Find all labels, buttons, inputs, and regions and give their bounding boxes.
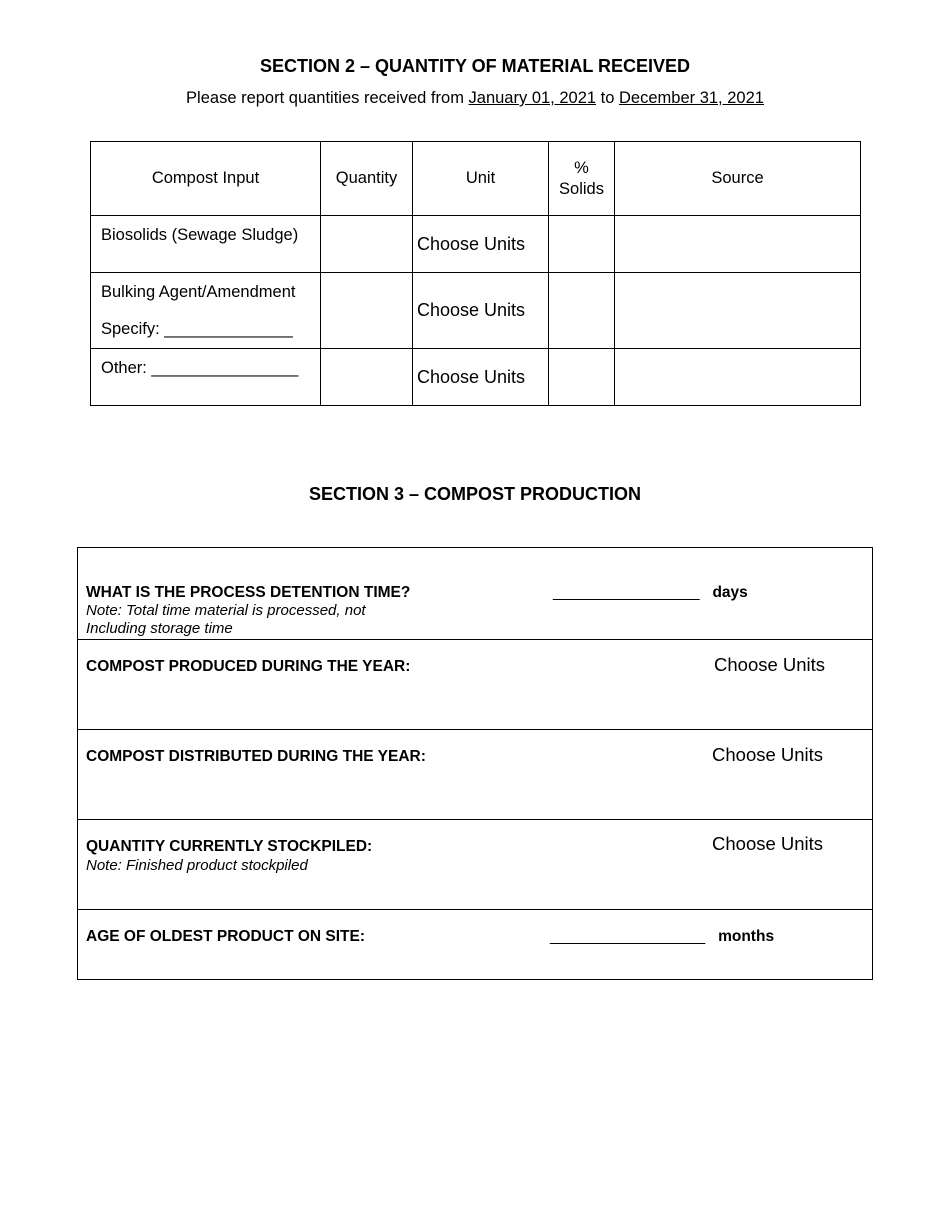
reporting-period <box>0 89 950 108</box>
period-end-date[interactable]: December 31, 2021 <box>619 89 764 107</box>
produced-question: COMPOST PRODUCED DURING THE YEAR: <box>86 658 411 675</box>
table-row <box>91 273 861 349</box>
age-answer <box>550 928 774 946</box>
detention-days-input[interactable]: _________________ <box>553 584 700 601</box>
detention-note-line-1: Note: Total time material is processed, not <box>86 602 366 619</box>
row-label-bulking <box>91 273 321 349</box>
detention-answer <box>553 584 748 602</box>
distributed-question: COMPOST DISTRIBUTED DURING THE YEAR: <box>86 748 426 765</box>
section-2-title: SECTION 2 – QUANTITY OF MATERIAL RECEIVED <box>259 56 691 76</box>
header-unit: Unit <box>413 142 549 216</box>
compost-production-box <box>77 547 873 980</box>
header-quantity: Quantity <box>321 142 413 216</box>
section-3-title: SECTION 3 – COMPOST PRODUCTION <box>308 484 642 504</box>
detention-note-line-2: Including storage time <box>86 620 233 637</box>
distributed-unit-dropdown[interactable]: Choose Units <box>712 744 824 765</box>
bulking-agent-label: Bulking Agent/Amendment <box>101 283 296 301</box>
material-received-table <box>90 141 861 406</box>
days-label: days <box>712 584 748 601</box>
quantity-input[interactable] <box>321 273 413 349</box>
produced-unit-dropdown[interactable]: Choose Units <box>714 654 826 675</box>
header-percent-solids <box>549 142 615 216</box>
unit-dropdown[interactable]: Choose Units <box>413 349 549 406</box>
period-prefix: Please report quantities received from <box>186 89 464 107</box>
detention-time-row <box>78 548 872 640</box>
solids-input[interactable] <box>549 216 615 273</box>
quantity-input[interactable] <box>321 216 413 273</box>
stockpiled-unit-dropdown[interactable]: Choose Units <box>712 833 824 854</box>
source-input[interactable] <box>615 216 861 273</box>
stockpiled-row <box>78 820 872 910</box>
header-percent-sign: % <box>574 158 589 177</box>
header-source: Source <box>615 142 861 216</box>
period-to: to <box>600 89 615 107</box>
months-label: months <box>718 928 775 945</box>
source-input[interactable] <box>615 349 861 406</box>
stockpiled-question: QUANTITY CURRENTLY STOCKPILED: <box>86 838 373 855</box>
row-label-other[interactable]: Other: ________________ <box>91 349 321 406</box>
stockpiled-note: Note: Finished product stockpiled <box>86 857 308 874</box>
table-row <box>91 216 861 273</box>
header-solids-word: Solids <box>559 179 604 198</box>
row-label-biosolids: Biosolids (Sewage Sludge) <box>91 216 321 273</box>
table-row <box>91 349 861 406</box>
source-input[interactable] <box>615 273 861 349</box>
compost-produced-row <box>78 640 872 730</box>
specify-field[interactable]: Specify: ______________ <box>101 320 293 338</box>
oldest-product-row <box>78 910 872 980</box>
unit-dropdown[interactable]: Choose Units <box>413 273 549 349</box>
period-start-date[interactable]: January 01, 2021 <box>468 89 597 107</box>
unit-dropdown[interactable]: Choose Units <box>413 216 549 273</box>
table-header-row <box>91 142 861 216</box>
age-months-input[interactable]: __________________ <box>550 928 706 945</box>
solids-input[interactable] <box>549 273 615 349</box>
solids-input[interactable] <box>549 349 615 406</box>
age-question: AGE OF OLDEST PRODUCT ON SITE: <box>86 928 366 945</box>
compost-distributed-row <box>78 730 872 820</box>
detention-question: WHAT IS THE PROCESS DETENTION TIME? <box>86 584 411 601</box>
quantity-input[interactable] <box>321 349 413 406</box>
header-compost-input: Compost Input <box>91 142 321 216</box>
